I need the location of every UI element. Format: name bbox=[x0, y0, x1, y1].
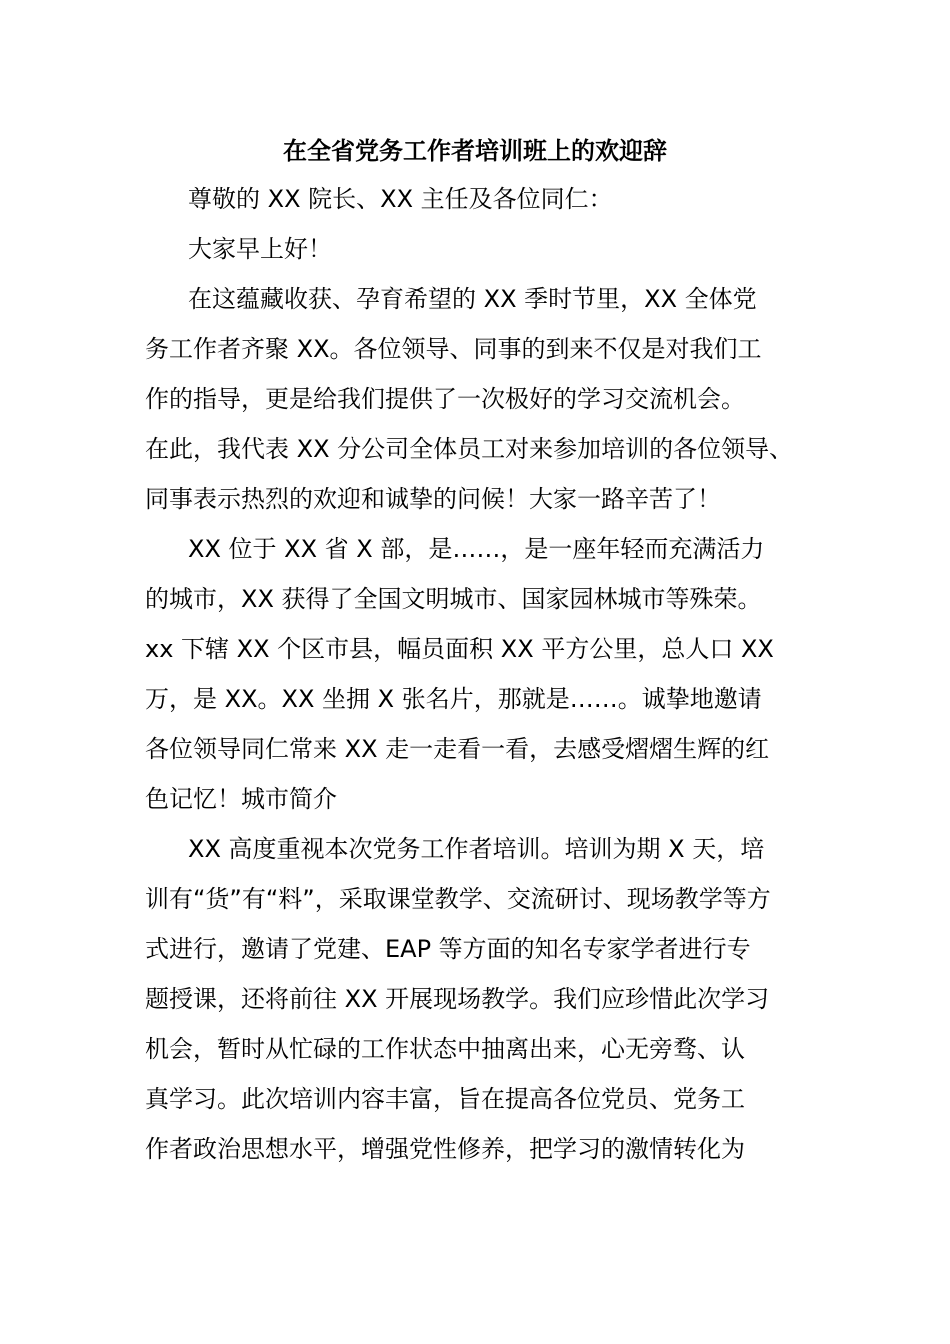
greeting-line: 大家早上好！ bbox=[188, 235, 332, 263]
paragraph-3-line-2: 训有“货”有“料”，采取课堂教学、交流研讨、现场教学等方 bbox=[145, 885, 771, 913]
paragraph-2-line-3: xx 下辖 XX 个区市县，幅员面积 XX 平方公里，总人口 XX bbox=[145, 635, 774, 663]
paragraph-3-line-6: 真学习。此次培训内容丰富，旨在提高各位党员、党务工 bbox=[145, 1085, 745, 1113]
paragraph-1-line-4: 在此，我代表 XX 分公司全体员工对来参加培训的各位领导、 bbox=[145, 435, 794, 463]
paragraph-2-line-4: 万，是 XX。XX 坐拥 X 张名片，那就是……。诚挚地邀请 bbox=[145, 685, 762, 713]
paragraph-1-line-2: 务工作者齐聚 XX。各位领导、同事的到来不仅是对我们工 bbox=[145, 335, 762, 363]
salutation-line: 尊敬的 XX 院长、XX 主任及各位同仁： bbox=[188, 185, 613, 213]
paragraph-3-line-1: XX 高度重视本次党务工作者培训。培训为期 X 天，培 bbox=[188, 835, 765, 863]
paragraph-2-line-5: 各位领导同仁常来 XX 走一走看一看，去感受熠熠生辉的红 bbox=[145, 735, 770, 763]
paragraph-2-line-6: 色记忆！城市简介 bbox=[145, 785, 337, 813]
document-title: 在全省党务工作者培训班上的欢迎辞 bbox=[283, 137, 667, 165]
paragraph-3-line-5: 机会，暂时从忙碌的工作状态中抽离出来，心无旁骛、认 bbox=[145, 1035, 745, 1063]
paragraph-2-line-1: XX 位于 XX 省 X 部，是……，是一座年轻而充满活力 bbox=[188, 535, 765, 563]
paragraph-3-line-4: 题授课，还将前往 XX 开展现场教学。我们应珍惜此次学习 bbox=[145, 985, 770, 1013]
paragraph-2-line-2: 的城市，XX 获得了全国文明城市、国家园林城市等殊荣。 bbox=[145, 585, 762, 613]
paragraph-3-line-7: 作者政治思想水平，增强党性修养，把学习的激情转化为 bbox=[145, 1135, 745, 1163]
paragraph-1-line-3: 作的指导，更是给我们提供了一次极好的学习交流机会。 bbox=[145, 385, 745, 413]
paragraph-1-line-5: 同事表示热烈的欢迎和诚挚的问候！大家一路辛苦了！ bbox=[145, 485, 721, 513]
paragraph-3-line-3: 式进行，邀请了党建、EAP 等方面的知名专家学者进行专 bbox=[145, 935, 751, 963]
paragraph-1-line-1: 在这蕴藏收获、孕育希望的 XX 季时节里，XX 全体党 bbox=[188, 285, 757, 313]
